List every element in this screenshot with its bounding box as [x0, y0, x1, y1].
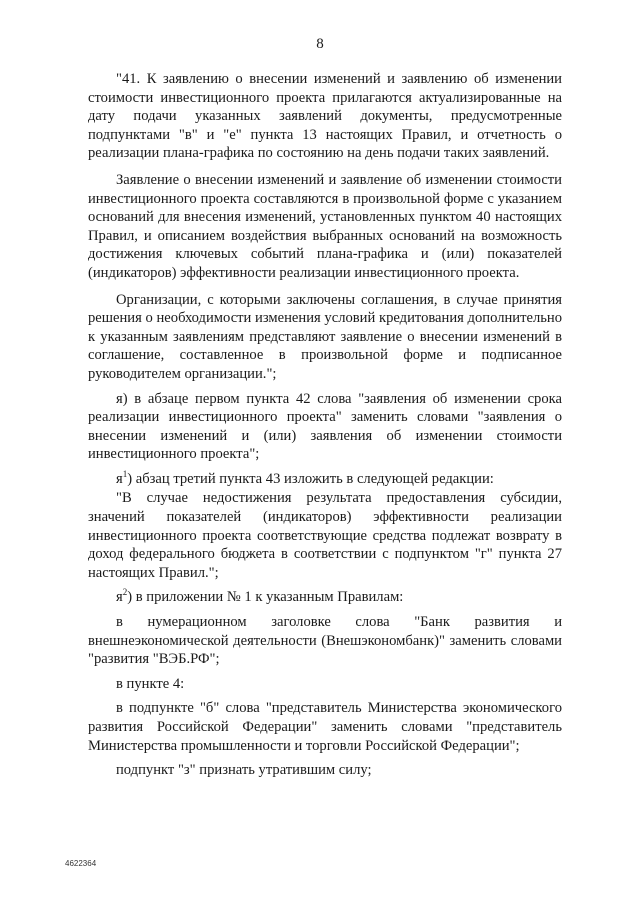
paragraph-ya2-prefix: я — [116, 589, 123, 606]
paragraph-ya2 — [88, 588, 562, 607]
paragraph-ya1-text: ) абзац третий пункта 43 изложить в следующей редакции: — [127, 470, 494, 487]
paragraph-ya1 — [88, 470, 562, 489]
paragraph-ya2-sup: 2 — [122, 587, 128, 598]
paragraph-41: "41. К заявлению о внесении изменений и заявлению об изменении стоимости инвестиционного проекта прилагаются актуализированные на дату подачи указанных заявлений документы, предусмотренные подпунктами "в" и "е" пункта 13 настоящих Правил, и отчетность о реализации плана-графика по состоянию на день подачи таких заявлений. — [88, 71, 562, 162]
paragraph-organizations: Организации, с которыми заключены соглашения, в случае принятия решения о необходимости изменения условий кредитования дополнительно к указанным заявлениям представляют заявление о внесении изменений в соглашение, составленное в произвольной форме и подписанное руководителем организации."; — [88, 291, 562, 382]
document-body — [88, 70, 562, 780]
paragraph-point-4: в пункте 4: — [116, 675, 185, 692]
paragraph-ya1-sup: 1 — [122, 469, 128, 480]
paragraph-subsidy-return: "В случае недостижения результата предоставления субсидии, значений показателей (индикаторов) эффективности реализации инвестиционного проекта соответствующие средства подлежат возврату в доход федерального бюджета в соответствии с подпунктом "г" пункта 27 настоящих Правил."; — [88, 490, 562, 581]
paragraph-ya2-text: ) в приложении № 1 к указанным Правилам: — [127, 589, 404, 606]
paragraph-subpoint-b: в подпункте "б" слова "представитель Министерства экономического развития Российской Федерации" заменить словами "представитель Министерства промышленности и торговли Российской Федерации"; — [88, 700, 562, 754]
paragraph-ya: я) в абзаце первом пункта 42 слова "заявления об изменении срока реализации инвестиционного проекта" заменить словами "заявления о внесении изменений и (или) заявления об изменении стоимости инвестиционного проекта"; — [88, 390, 562, 463]
paragraph-application-form: Заявление о внесении изменений и заявление об изменении стоимости инвестиционного проекта составляются в произвольной форме с указанием оснований для внесения изменений, установленных пунктом 40 настоящих Правил, и описанием воздействия выбранных оснований на возможность достижения ключевых событий плана-графика и (или) показателей (индикаторов) эффективности реализации инвестиционного проекта. — [88, 171, 562, 281]
page-number: 8 — [316, 36, 324, 52]
paragraph-ya1-prefix: я — [116, 470, 123, 487]
paragraph-subpoint-z: подпункт "з" признать утратившим силу; — [116, 762, 372, 779]
document-code: 4622364 — [65, 859, 97, 868]
paragraph-numbering-heading: в нумерационном заголовке слова "Банк развития и внешнеэкономической деятельности (Внешэкономбанк)" заменить словами "развития "ВЭБ.РФ"; — [88, 614, 562, 668]
